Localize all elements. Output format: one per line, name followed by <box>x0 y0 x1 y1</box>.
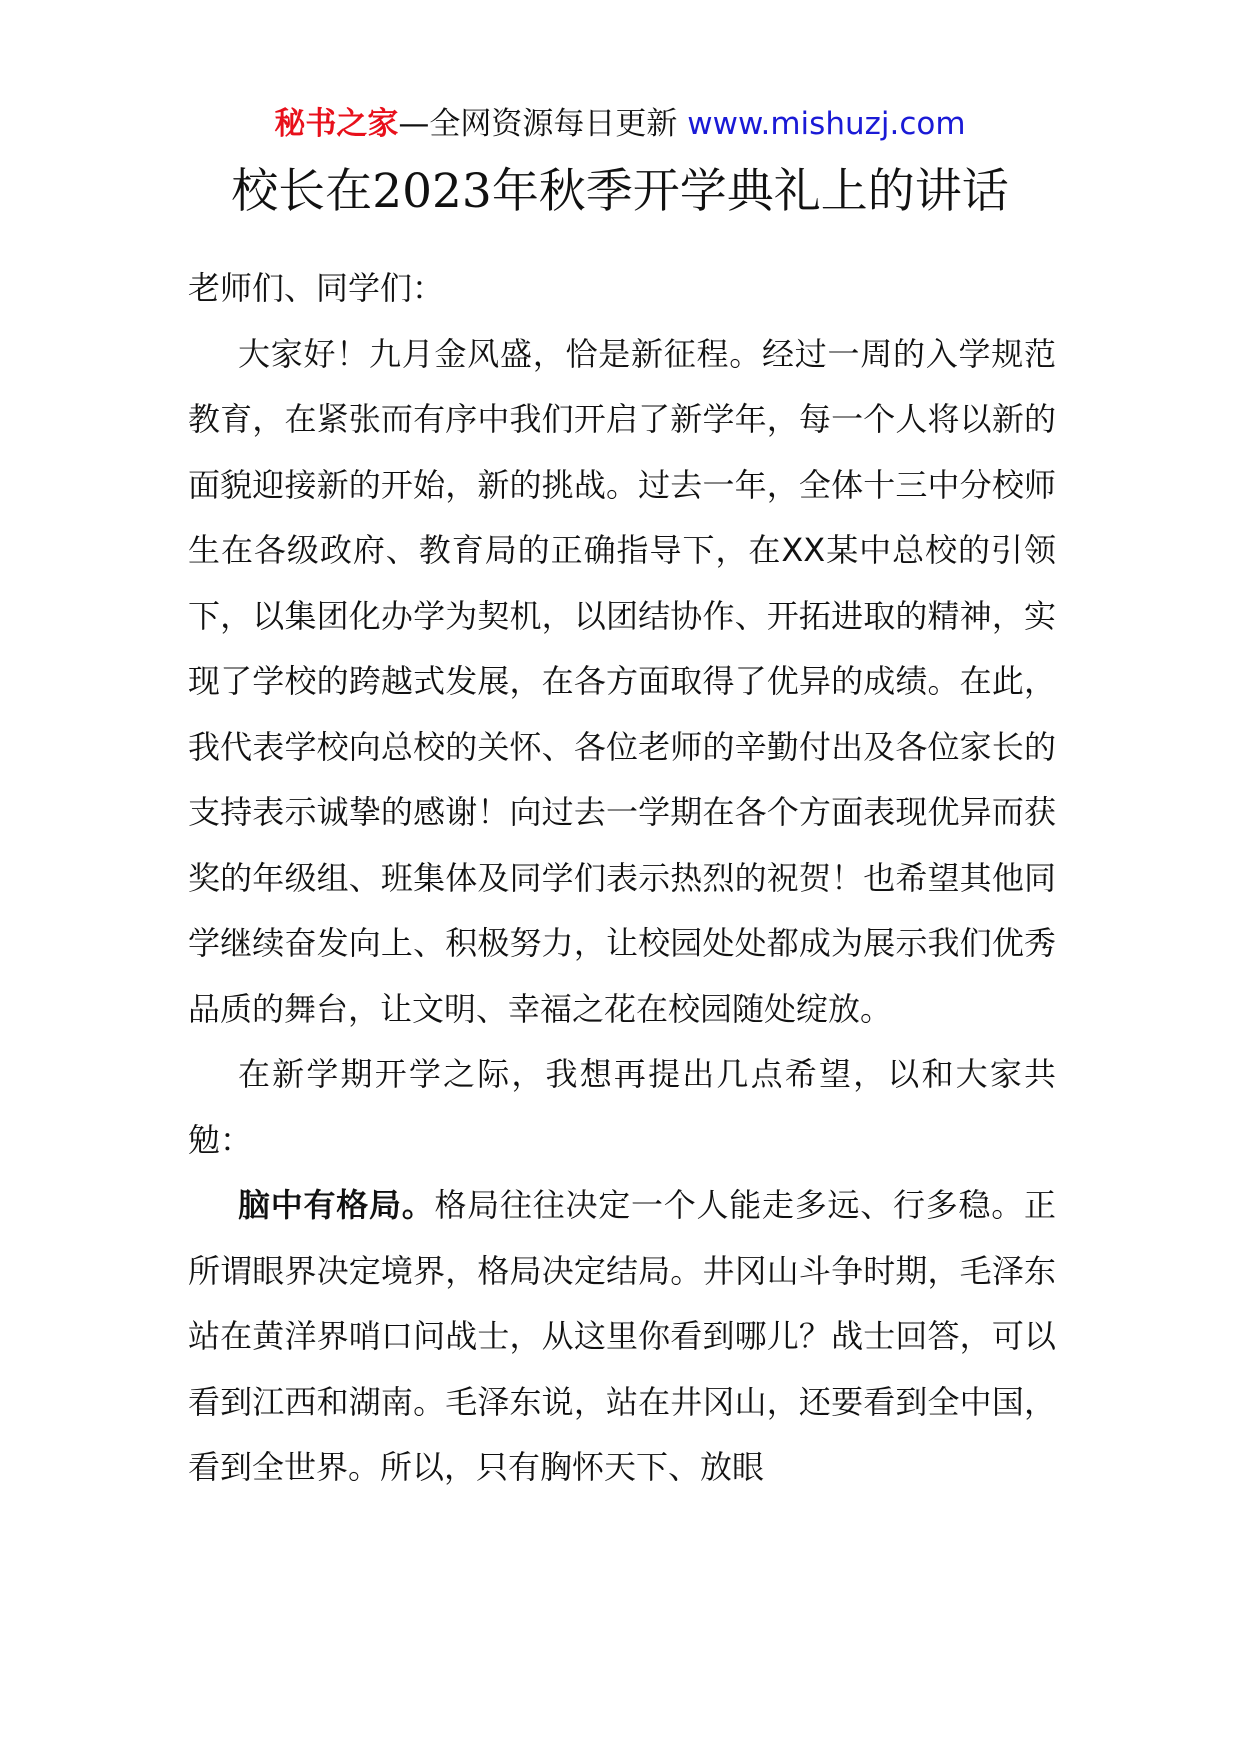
paragraph-3 <box>188 1173 1056 1501</box>
watermark-header <box>0 104 1240 144</box>
title-part-1: 校长在 <box>231 164 373 219</box>
watermark-slogan: —全网资源每日更新 <box>398 106 688 142</box>
title-year: 2023 <box>372 164 492 219</box>
watermark-brand: 秘书之家 <box>274 106 399 142</box>
document-title <box>0 160 1240 224</box>
paragraph-2: 在新学期开学之际，我想再提出几点希望，以和大家共勉： <box>188 1055 1056 1159</box>
paragraph-3-lead: 脑中有格局。 <box>238 1186 435 1224</box>
title-part-2: 年秋季开学典礼上的讲话 <box>491 164 1009 219</box>
salutation: 老师们、同学们： <box>188 269 445 307</box>
document-body <box>188 256 1056 1501</box>
paragraph-3-body: 格局往往决定一个人能走多远、行多稳。正所谓眼界决定境界，格局决定结局。井冈山斗争时期，毛泽东站在黄洋界哨口问战士，从这里你看到哪儿？战士回答，可以看到江西和湖南。毛泽东说，站在井冈山，还要看到全中国，看到全世界。所以，只有胸怀天下、放眼 <box>188 1186 1056 1486</box>
paragraph-1: 大家好！九月金风盛，恰是新征程。经过一周的入学规范教育，在紧张而有序中我们开启了新学年，每一个人将以新的面貌迎接新的开始，新的挑战。过去一年，全体十三中分校师生在各级政府、教育局的正确指导下，在XX某中总校的引领下，以集团化办学为契机，以团结协作、开拓进取的精神，实现了学校的跨越式发展，在各方面取得了优异的成绩。在此，我代表学校向总校的关怀、各位老师的辛勤付出及各位家长的支持表示诚挚的感谢！向过去一学期在各个方面表现优异而获奖的年级组、班集体及同学们表示热烈的祝贺！也希望其他同学继续奋发向上、积极努力，让校园处处都成为展示我们优秀品质的舞台，让文明、幸福之花在校园随处绽放。 <box>188 334 1056 1028</box>
watermark-url[interactable]: www.mishuzj.com <box>687 106 966 142</box>
